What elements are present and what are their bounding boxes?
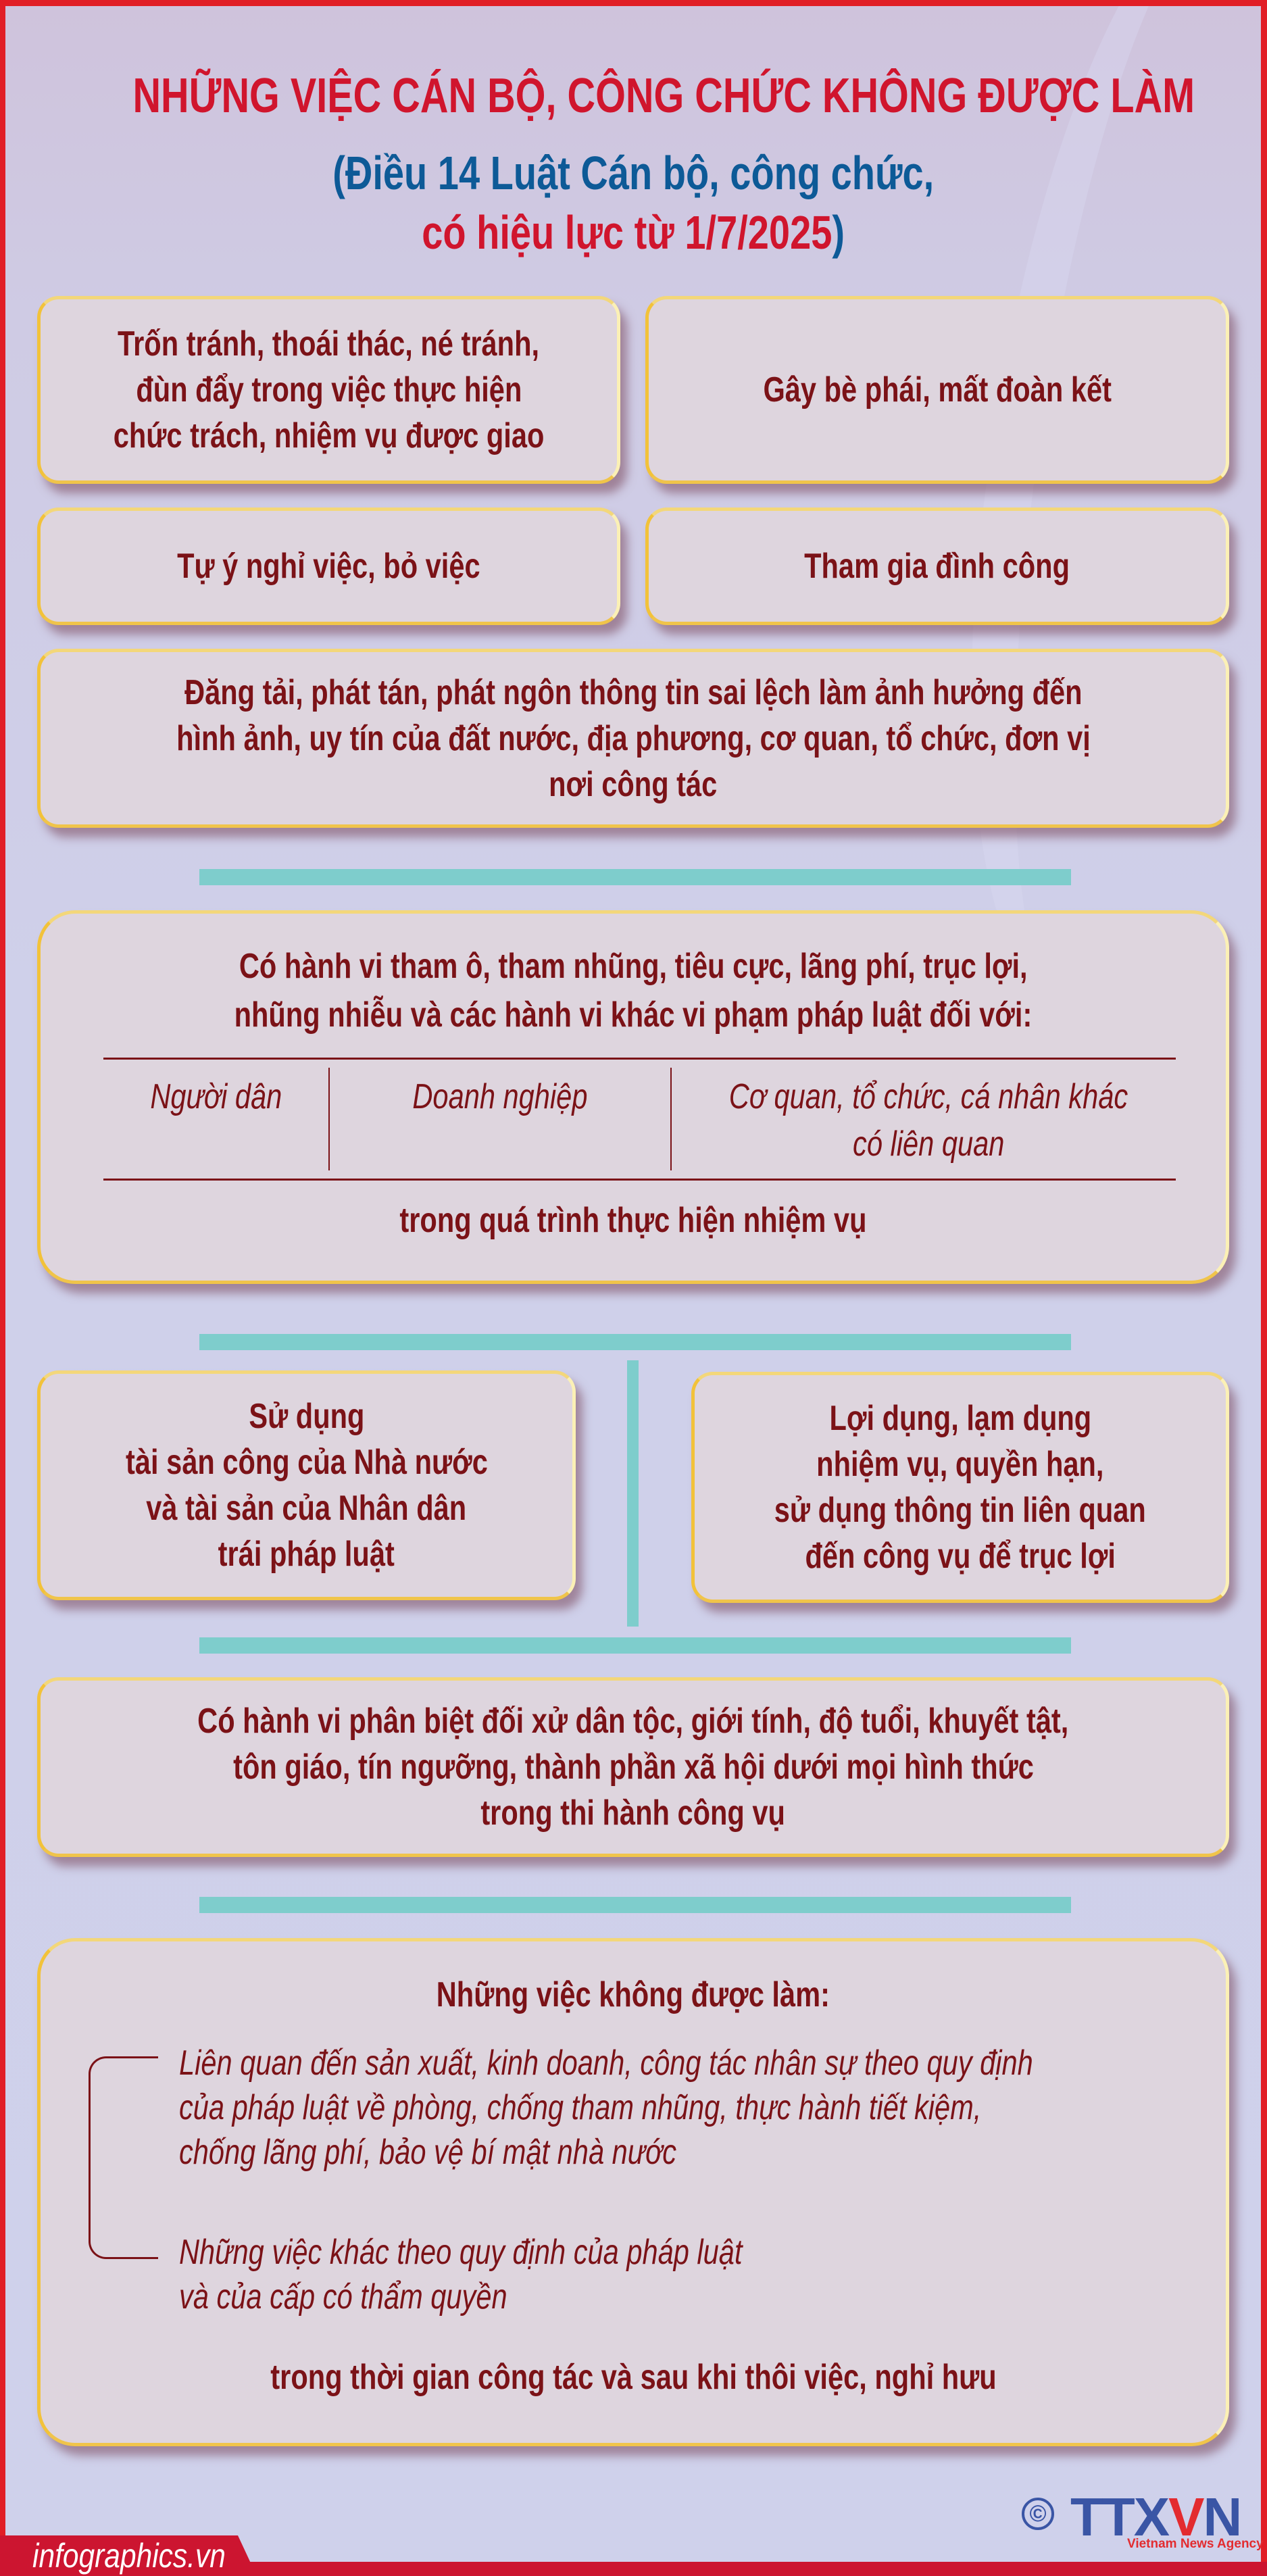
target-label: có liên quan (852, 1124, 1005, 1164)
page-title (0, 68, 1267, 124)
card-line: đùn đẩy trong việc thực hiện (135, 370, 522, 410)
card-line: trái pháp luật (218, 1535, 395, 1574)
card-factionalism (645, 296, 1229, 484)
card-quit-job (37, 507, 620, 625)
copyright-icon: © (1022, 2498, 1054, 2530)
divider-bar (199, 869, 1071, 885)
card-line: nhũng nhiễu và các hành vi khác vi phạm pháp luật đối với: (234, 995, 1033, 1035)
card-line: đến công vụ để trục lợi (805, 1537, 1116, 1576)
table-rule-bottom (103, 1179, 1176, 1181)
agency-tagline: Vietnam News Agency (1127, 2537, 1264, 2551)
card-strike (645, 507, 1229, 625)
subtitle-line-1: (Điều 14 Luật Cán bộ, công chức, (332, 147, 935, 199)
card-line: Tham gia đình công (804, 547, 1070, 586)
card-line: Sử dụng (248, 1397, 365, 1436)
prohibited-footer (37, 2354, 1229, 2400)
card-line: Có hành vi tham ô, tham nhũng, tiêu cực, lãng phí, trục lợi, (239, 947, 1028, 986)
card-line: hình ảnh, uy tín của đất nước, địa phương, cơ quan, tổ chức, đơn vị (176, 718, 1091, 758)
subtitle-close-paren: ) (832, 206, 845, 259)
target-organizations (672, 1073, 1185, 1168)
page-subtitle (0, 143, 1267, 262)
divider-vertical (627, 1360, 639, 1627)
card-line: Lợi dụng, lạm dụng (829, 1399, 1091, 1438)
subtitle-effective-date: có hiệu lực từ 1/7/2025 (422, 206, 833, 259)
bracket-connector (89, 2056, 158, 2259)
card-public-assets (37, 1370, 576, 1600)
card-line: nhiệm vụ, quyền hạn, (816, 1445, 1104, 1484)
target-businesses (330, 1073, 670, 1120)
item-line: chống lãng phí, bảo vệ bí mật nhà nước (179, 2133, 677, 2172)
card-line: Trốn tránh, thoái thác, né tránh, (118, 324, 540, 364)
item-line: Những việc khác theo quy định của pháp luật (179, 2233, 743, 2272)
logo-text: TTX (1070, 2487, 1169, 2547)
card-evasion (37, 296, 620, 484)
card-line: tài sản công của Nhà nước (125, 1443, 488, 1482)
card-line: Có hành vi phân biệt đối xử dân tộc, giới tính, độ tuổi, khuyết tật, (197, 1702, 1069, 1741)
site-link[interactable] (32, 2535, 259, 2576)
card-line: tôn giáo, tín ngưỡng, thành phần xã hội dưới mọi hình thức (232, 1748, 1034, 1787)
corruption-footer (37, 1197, 1229, 1243)
card-line: trong quá trình thực hiện nhiệm vụ (399, 1201, 867, 1240)
card-abuse-power (691, 1372, 1229, 1603)
logo-v: V (1168, 2487, 1203, 2547)
table-rule-top (103, 1058, 1176, 1060)
target-label: Doanh nghiệp (412, 1077, 588, 1116)
prohibited-item-1 (179, 2041, 1247, 2175)
target-citizens (103, 1073, 328, 1120)
card-discrimination (37, 1677, 1229, 1857)
title-text: NHỮNG VIỆC CÁN BỘ, CÔNG CHỨC KHÔNG ĐƯỢC LÀM (132, 69, 1195, 123)
card-line: và tài sản của Nhân dân (146, 1489, 467, 1528)
target-label: Cơ quan, tổ chức, cá nhân khác (728, 1077, 1128, 1116)
divider-bar (199, 1897, 1071, 1913)
prohibited-item-2 (179, 2230, 883, 2319)
logo-text: N (1203, 2487, 1241, 2547)
card-line: nơi công tác (549, 764, 718, 804)
item-line: và của cấp có thẩm quyền (179, 2277, 507, 2317)
card-line: chức trách, nhiệm vụ được giao (113, 416, 545, 455)
corruption-heading (37, 942, 1229, 1039)
card-line: Đăng tải, phát tán, phát ngôn thông tin sai lệch làm ảnh hưởng đến (184, 672, 1083, 712)
prohibited-heading (37, 1972, 1229, 2018)
card-line: Gây bè phái, mất đoàn kết (763, 370, 1112, 410)
divider-bar (199, 1637, 1071, 1654)
target-label: Người dân (150, 1077, 282, 1116)
card-misinformation (37, 649, 1229, 828)
site-label: infographics.vn (32, 2537, 226, 2575)
card-line: sử dụng thông tin liên quan (774, 1491, 1147, 1530)
card-line: trong thời gian công tác và sau khi thôi việc, nghỉ hưu (270, 2358, 997, 2397)
divider-bar (199, 1334, 1071, 1350)
card-line: Những việc không được làm: (436, 1975, 830, 2014)
item-line: Liên quan đến sản xuất, kinh doanh, công tác nhân sự theo quy định (179, 2044, 1033, 2083)
card-line: trong thi hành công vụ (480, 1793, 786, 1833)
item-line: của pháp luật về phòng, chống tham nhũng, thực hành tiết kiệm, (179, 2088, 982, 2127)
card-line: Tự ý nghỉ việc, bỏ việc (177, 547, 480, 586)
